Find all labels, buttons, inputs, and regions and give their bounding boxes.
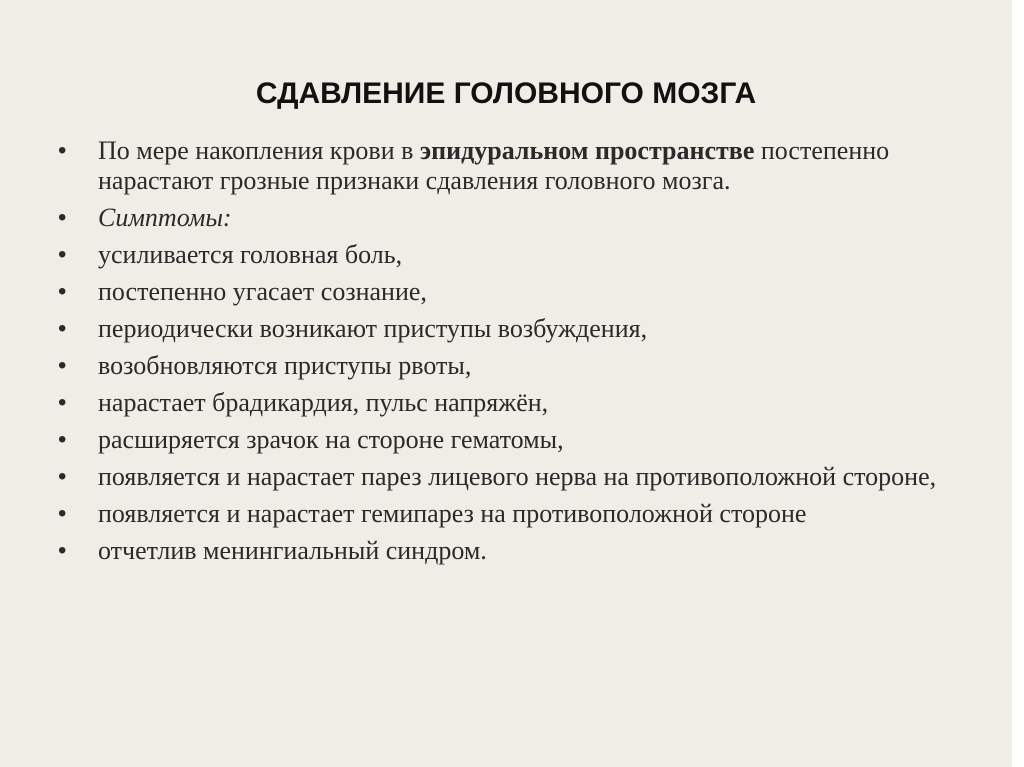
bullet-list [56,136,976,573]
list-item-symptoms-heading [56,203,976,233]
list-item [56,277,976,307]
list-item-text: отчетлив менингиальный синдром. [98,536,487,565]
bullet-icon: • [58,137,67,164]
bullet-icon: • [58,204,67,231]
bullet-icon: • [58,241,67,268]
list-item [56,240,976,270]
bullet-icon: • [58,389,67,416]
list-item [56,499,976,529]
list-item [56,462,976,492]
intro-text-bold: эпидуральном пространстве [419,136,755,165]
list-item-text: возобновляются приступы рвоты, [98,351,472,380]
intro-text-end: постепенно нарастают грозные признаки сдавления головного мозга. [98,136,890,195]
list-item [56,314,976,344]
list-item [56,536,976,566]
bullet-icon: • [58,537,67,564]
list-item-text: появляется и нарастает гемипарез на противоположной стороне [98,499,807,528]
bullet-icon: • [58,500,67,527]
intro-text-start: По мере накопления крови в [98,136,420,165]
list-item-text: периодически возникают приступы возбуждения, [98,314,648,343]
bullet-icon: • [58,278,67,305]
right-edge-strip [1012,0,1024,767]
bullet-icon: • [58,315,67,342]
symptoms-heading: Симптомы: [98,203,232,232]
list-item [56,425,976,455]
bullet-icon: • [58,426,67,453]
list-item [56,351,976,381]
bullet-icon: • [58,463,67,490]
list-item-text: расширяется зрачок на стороне гематомы, [98,425,564,454]
list-item-text: усиливается головная боль, [98,240,403,269]
slide-title: СДАВЛЕНИЕ ГОЛОВНОГО МОЗГА [255,77,757,110]
list-item [56,388,976,418]
list-item-intro [56,136,976,196]
list-item-text: постепенно угасает сознание, [98,277,427,306]
bullet-icon: • [58,352,67,379]
list-item-text: появляется и нарастает парез лицевого нерва на противоположной стороне, [98,462,937,491]
list-item-text: нарастает брадикардия, пульс напряжён, [98,388,549,417]
